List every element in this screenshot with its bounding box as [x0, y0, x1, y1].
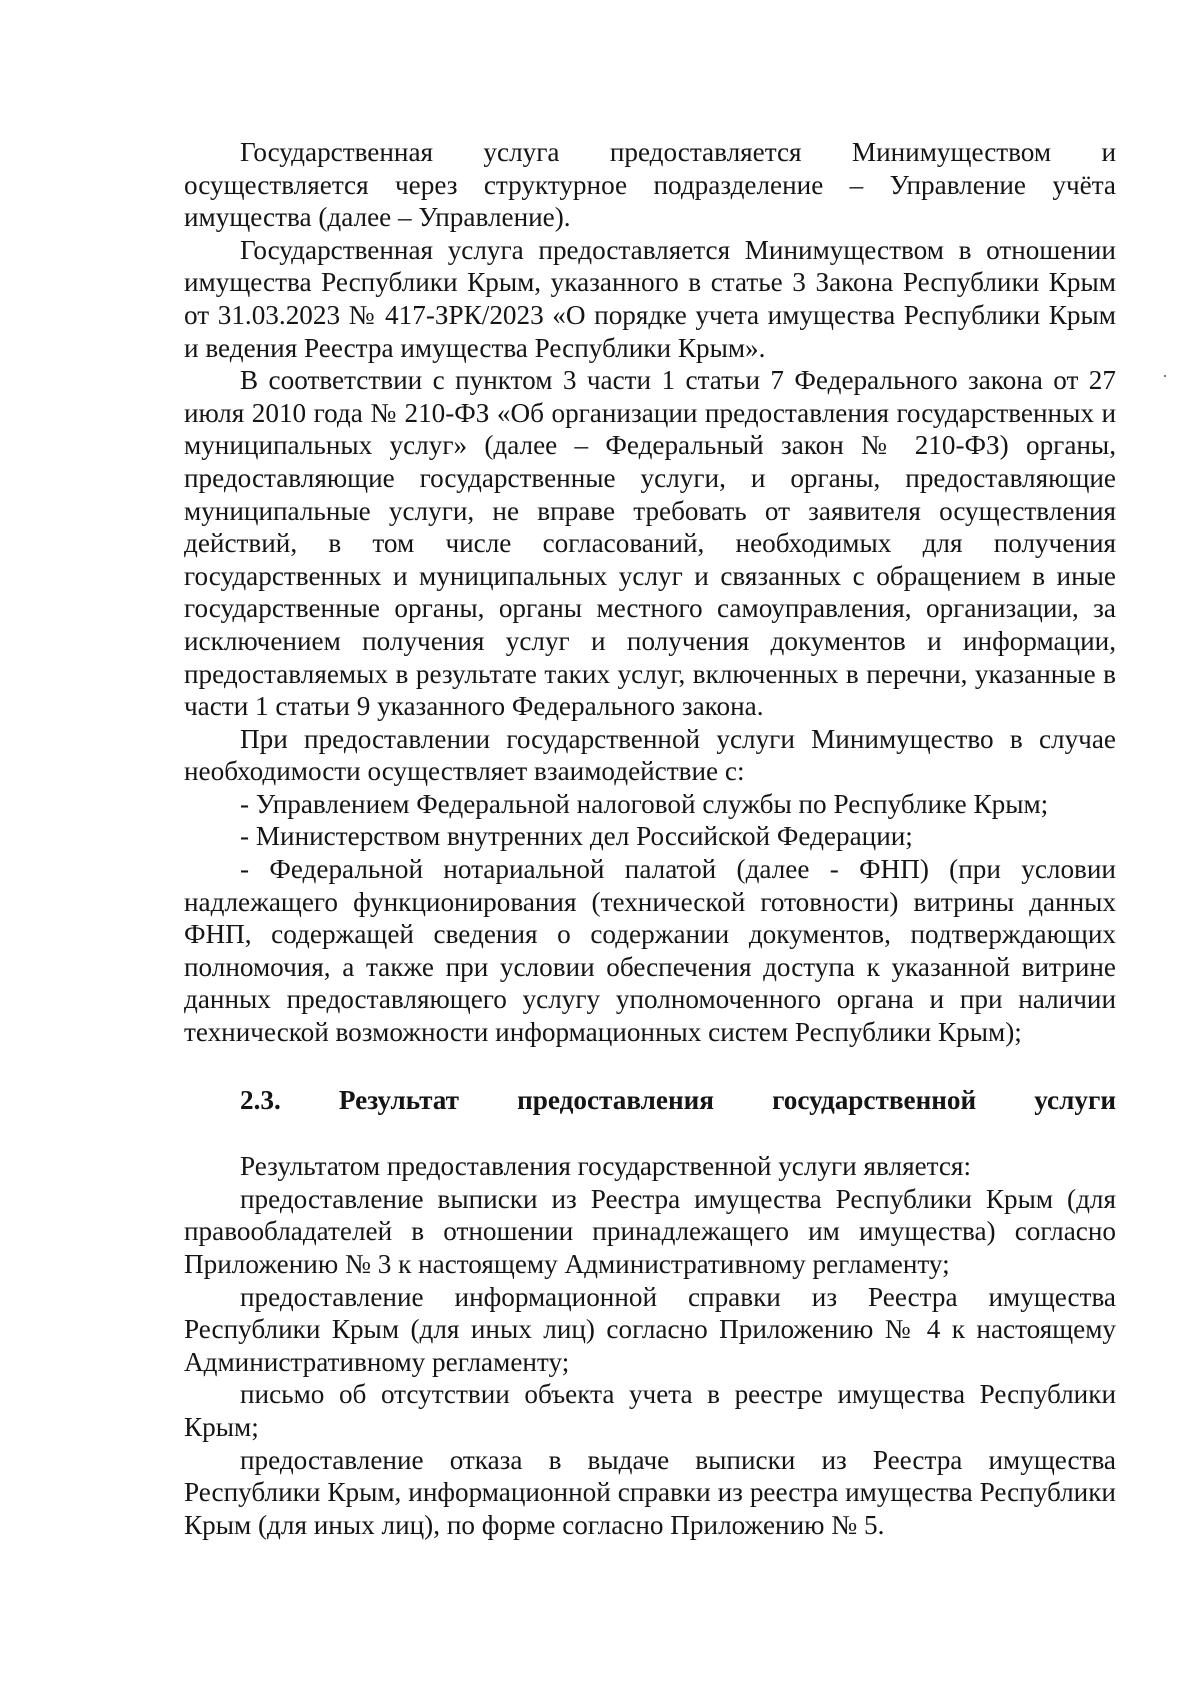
paragraph-interaction-intro: При предоставлении государственной услуги Минимущество в случае необходимости осуществляет взаимодействие с: [184, 723, 1116, 787]
paragraph-service-provider: Государственная услуга предоставляется Минимуществом и осуществляется через структурное подразделение – Управление учёта имущества (далее – Управление). [184, 137, 1116, 233]
result-item-absence-letter: письмо об отсутствии объекта учета в реестре имущества Республики Крым; [184, 1379, 1116, 1442]
section-title-word: предоставления [517, 1084, 714, 1115]
section-heading-2-3 [184, 1084, 1116, 1117]
list-item-notary-chamber: - Федеральной нотариальной палатой (далее - ФНП) (при условии надлежащего функционирования (технической готовности) витрины данных ФНП, содержащей сведения о содержании документов, подтверждающих полномочия, а также при условии обеспечения доступа к указанной витрине данных предоставляющего услугу уполномоченного органа и при наличии технической возможности информационных систем Республики Крым); [184, 854, 1116, 1048]
result-item-info-certificate: предоставление информационной справки из Реестра имущества Республики Крым (для иных лиц) согласно Приложению № 4 к настоящему Административному регламенту; [184, 1281, 1116, 1377]
scan-speck [1164, 375, 1166, 377]
section-number: 2.3. [240, 1084, 281, 1115]
section-title-word: государственной [772, 1084, 977, 1115]
result-item-extract: предоставление выписки из Реестра имущества Республики Крым (для правообладателей в отношении принадлежащего им имущества) согласно Приложению № 3 к настоящему Административному регламенту; [184, 1183, 1116, 1279]
list-item-tax-service: - Управлением Федеральной налоговой службы по Республике Крым; [240, 788, 1049, 819]
paragraph-result-intro: Результатом предоставления государственной услуги является: [240, 1151, 971, 1182]
document-body [184, 136, 1116, 1541]
paragraph-federal-law: В соответствии с пунктом 3 части 1 статьи 7 Федерального закона от 27 июля 2010 года № 210-ФЗ «Об организации предоставления государственных и муниципальных услуг» (далее – Федеральный закон № 210-ФЗ) органы, предоставляющие государственные услуги, и органы, предоставляющие муниципальные услуги, не вправе требовать от заявителя осуществления действий, в том числе согласований, необходимых для получения государственных и муниципальных услуг и связанных с обращением в иные государственные органы, органы местного самоуправления, организации, за исключением получения услуг и получения документов и информации, предоставляемых в результате таких услуг, включенных в перечни, указанные в части 1 статьи 9 указанного Федерального закона. [184, 365, 1116, 722]
section-title-word: услуги [1034, 1084, 1116, 1115]
section-title-word: Результат [338, 1084, 460, 1115]
list-item-interior-ministry: - Министерством внутренних дел Российской Федерации; [240, 821, 913, 852]
paragraph-property-scope: Государственная услуга предоставляется Минимуществом в отношении имущества Республики Крым, указанного в статье 3 Закона Республики Крым от 31.03.2023 № 417-ЗРК/2023 «О порядке учета имущества Республики Крым и ведения Реестра имущества Республики Крым». [184, 234, 1116, 363]
result-item-refusal: предоставление отказа в выдаче выписки из Реестра имущества Республики Крым, информационной справки из реестра имущества Республики Крым (для иных лиц), по форме согласно Приложению № 5. [184, 1444, 1116, 1540]
